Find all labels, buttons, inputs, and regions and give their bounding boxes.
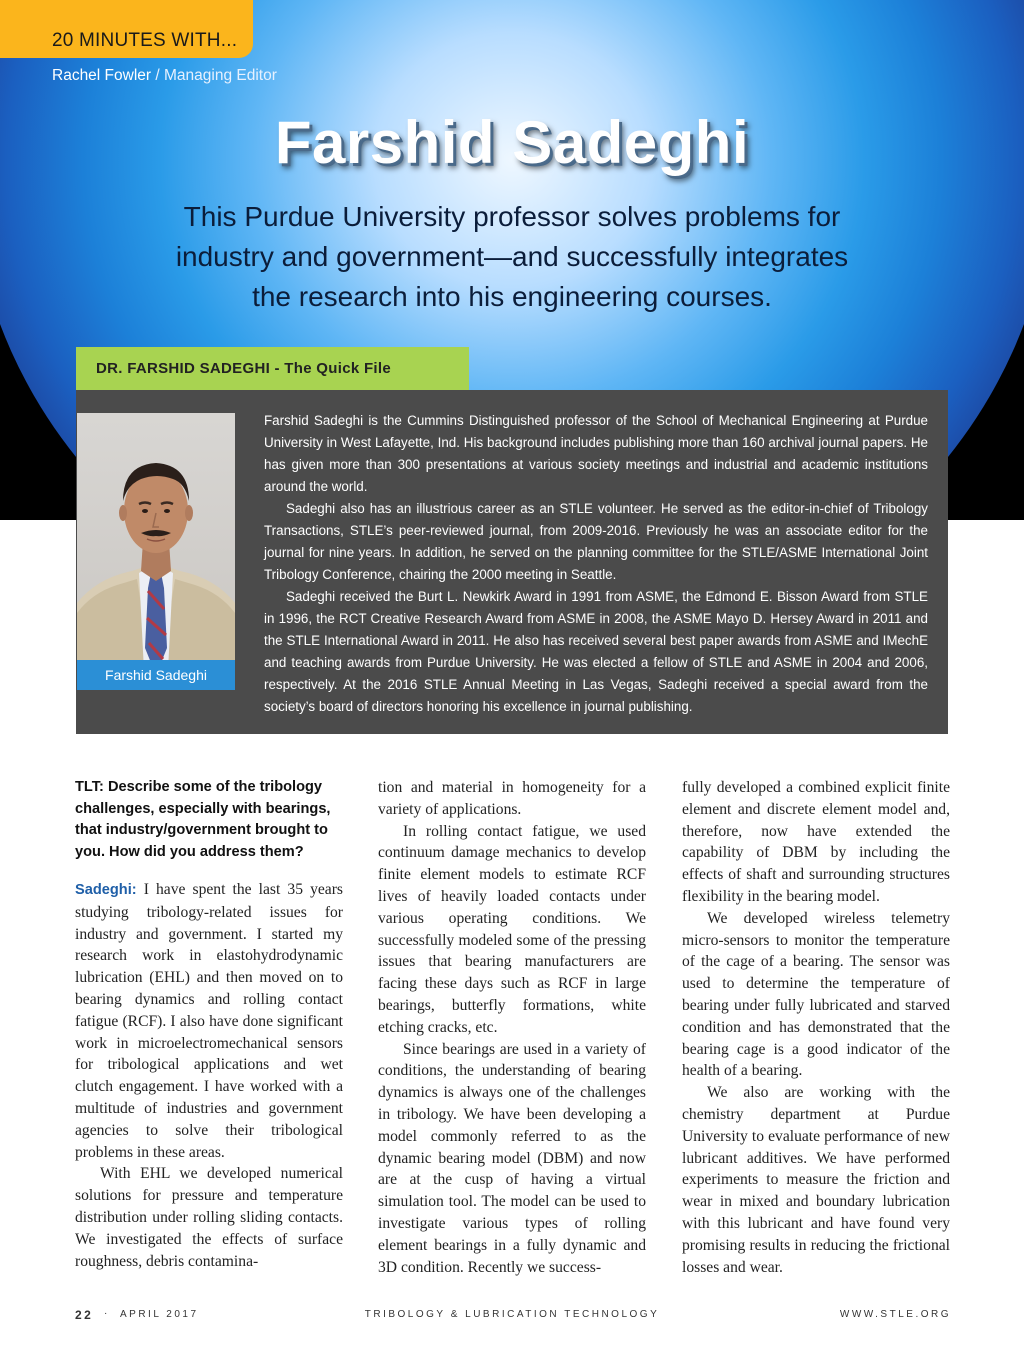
byline (52, 67, 277, 85)
page-footer (0, 1308, 1024, 1328)
speaker-label: Sadeghi: (75, 882, 137, 898)
quick-file-heading: DR. FARSHID SADEGHI - The Quick File (96, 360, 392, 377)
section-label: 20 MINUTES WITH... (52, 30, 238, 51)
quick-file-tab (76, 347, 469, 390)
portrait-illustration (77, 413, 235, 690)
bio-paragraph: Sadeghi received the Burt L. Newkirk Award in 1991 from ASME, the Edmond E. Bisson Award from STLE in 1996, the RCT Creative Research Award from ASME in 2008, the ASME Mayo D. Hersey Award in 2011 and the STLE International Award in 2011. He also has received several best paper awards from ASME and IMechE and teaching awards from Purdue University. He was elected a fellow of STLE and ASME in 2004 and 2006, respectively. At the 2016 STLE Annual Meeting in Las Vegas, Sadeghi received a special award from the society’s board of directors honoring his excellence in journal publishing. (264, 589, 928, 714)
issue-date: APRIL 2017 (120, 1309, 199, 1320)
photo-caption: Farshid Sadeghi (77, 660, 235, 690)
article-column-1 (75, 777, 343, 1272)
page-title: Farshid Sadeghi (274, 109, 750, 176)
author-separator: / (151, 67, 164, 84)
body-paragraph: Since bearings are used in a variety of conditions, the understanding of bearing dynamics is always one of the challenges in tribology. We have been developing a model commonly referred to as the dynamic bearing model (DBM) and now are at the cusp of having a virtual simulation tool. The model can be used to investigate various types of rolling element bearings in a fully dynamic and 3D condition. Recently we success- (378, 1040, 646, 1276)
body-paragraph: With EHL we developed numerical solutions for pressure and temperature distribution under rolling sliding contacts. We investigated the effects of surface roughness, debris contamina- (75, 1165, 343, 1270)
section-tab (0, 0, 253, 58)
bio-paragraph: Farshid Sadeghi is the Cummins Distinguished professor of the School of Mechanical Engineering at Purdue University in West Lafayette, Ind. His background includes publishing more than 160 archival journal papers. He has given more than 300 presentations at various society meetings and industrial and academic institutions around the world. (264, 413, 928, 494)
body-paragraph: In rolling contact fatigue, we used continuum damage mechanics to develop finite element models to estimate RCF lives of heavily loaded contacts under various operating conditions. We successfully modeled some of the pressing issues that bearing manufacturers are facing these days such as RCF in large bearings, butterfly formations, white etching cracks, etc. (378, 822, 646, 1036)
publication-name: TRIBOLOGY & LUBRICATION TECHNOLOGY (364, 1309, 660, 1320)
body-paragraph: fully developed a combined explicit finite element and discrete element model and, therefore, now have extended the capability of DBM by including the effects of shaft and surrounding structures flexibility in the bearing model. (682, 779, 950, 905)
subtitle-line: industry and government—and successfully integrates (175, 241, 849, 272)
quick-file-bio (264, 410, 928, 718)
article-column-3 (682, 777, 950, 1278)
author-role: Managing Editor (163, 67, 277, 84)
footer-separator: · (104, 1308, 110, 1319)
subtitle (112, 197, 912, 317)
body-paragraph: tion and material in homogeneity for a variety of applications. (378, 779, 646, 818)
interview-question: TLT: Describe some of the tribology challenges, especially with bearings, that industry/government brought to you. How did you address them? (75, 779, 331, 860)
subtitle-line: This Purdue University professor solves problems for (183, 201, 841, 232)
answer-paragraph (75, 879, 343, 1163)
bio-paragraph: Sadeghi also has an illustrious career as an STLE volunteer. He served as the editor-in-chief of Tribology Transactions, STLE’s peer-reviewed journal, from 2009-2016. Previously he was an associate editor for the journal for nine years. In addition, he served on the planning committee for the STLE/ASME International Joint Tribology Conference, chairing the 2000 meeting in Seattle. (264, 501, 928, 582)
answer-text: I have spent the last 35 years studying tribology-related issues for industry and government. I started my research work in elastohydrodynamic lubrication (EHL) and then moved on to bearing dynamics and rolling contact fatigue (RCF). I also have done significant work in microelectromechanical sensors for tribological applications and wet clutch engagement. I have worked with a multitude of industries and government agencies to solve their tribological problems in these areas. (75, 881, 343, 1161)
website-url: WWW.STLE.ORG (839, 1309, 951, 1320)
article-column-2 (378, 777, 646, 1278)
page-number: 22 (75, 1308, 94, 1322)
portrait-photo (77, 413, 235, 690)
body-paragraph: We also are working with the chemistry department at Purdue University to evaluate performance of new lubricant additives. We have performed experiments to measure the friction and wear in mixed and boundary lubrication with this lubricant and have found very promising results in reducing the frictional losses and wear. (682, 1084, 950, 1276)
body-paragraph: We developed wireless telemetry micro-sensors to monitor the temperature of the cage of a bearing. The sensor was used to determine the temperature of bearing under fully lubricated and starved condition and has demonstrated that the bearing cage is a good indicator of the health of a bearing. (682, 909, 950, 1080)
subtitle-line: the research into his engineering courses. (252, 281, 772, 312)
author-name: Rachel Fowler (52, 67, 152, 84)
